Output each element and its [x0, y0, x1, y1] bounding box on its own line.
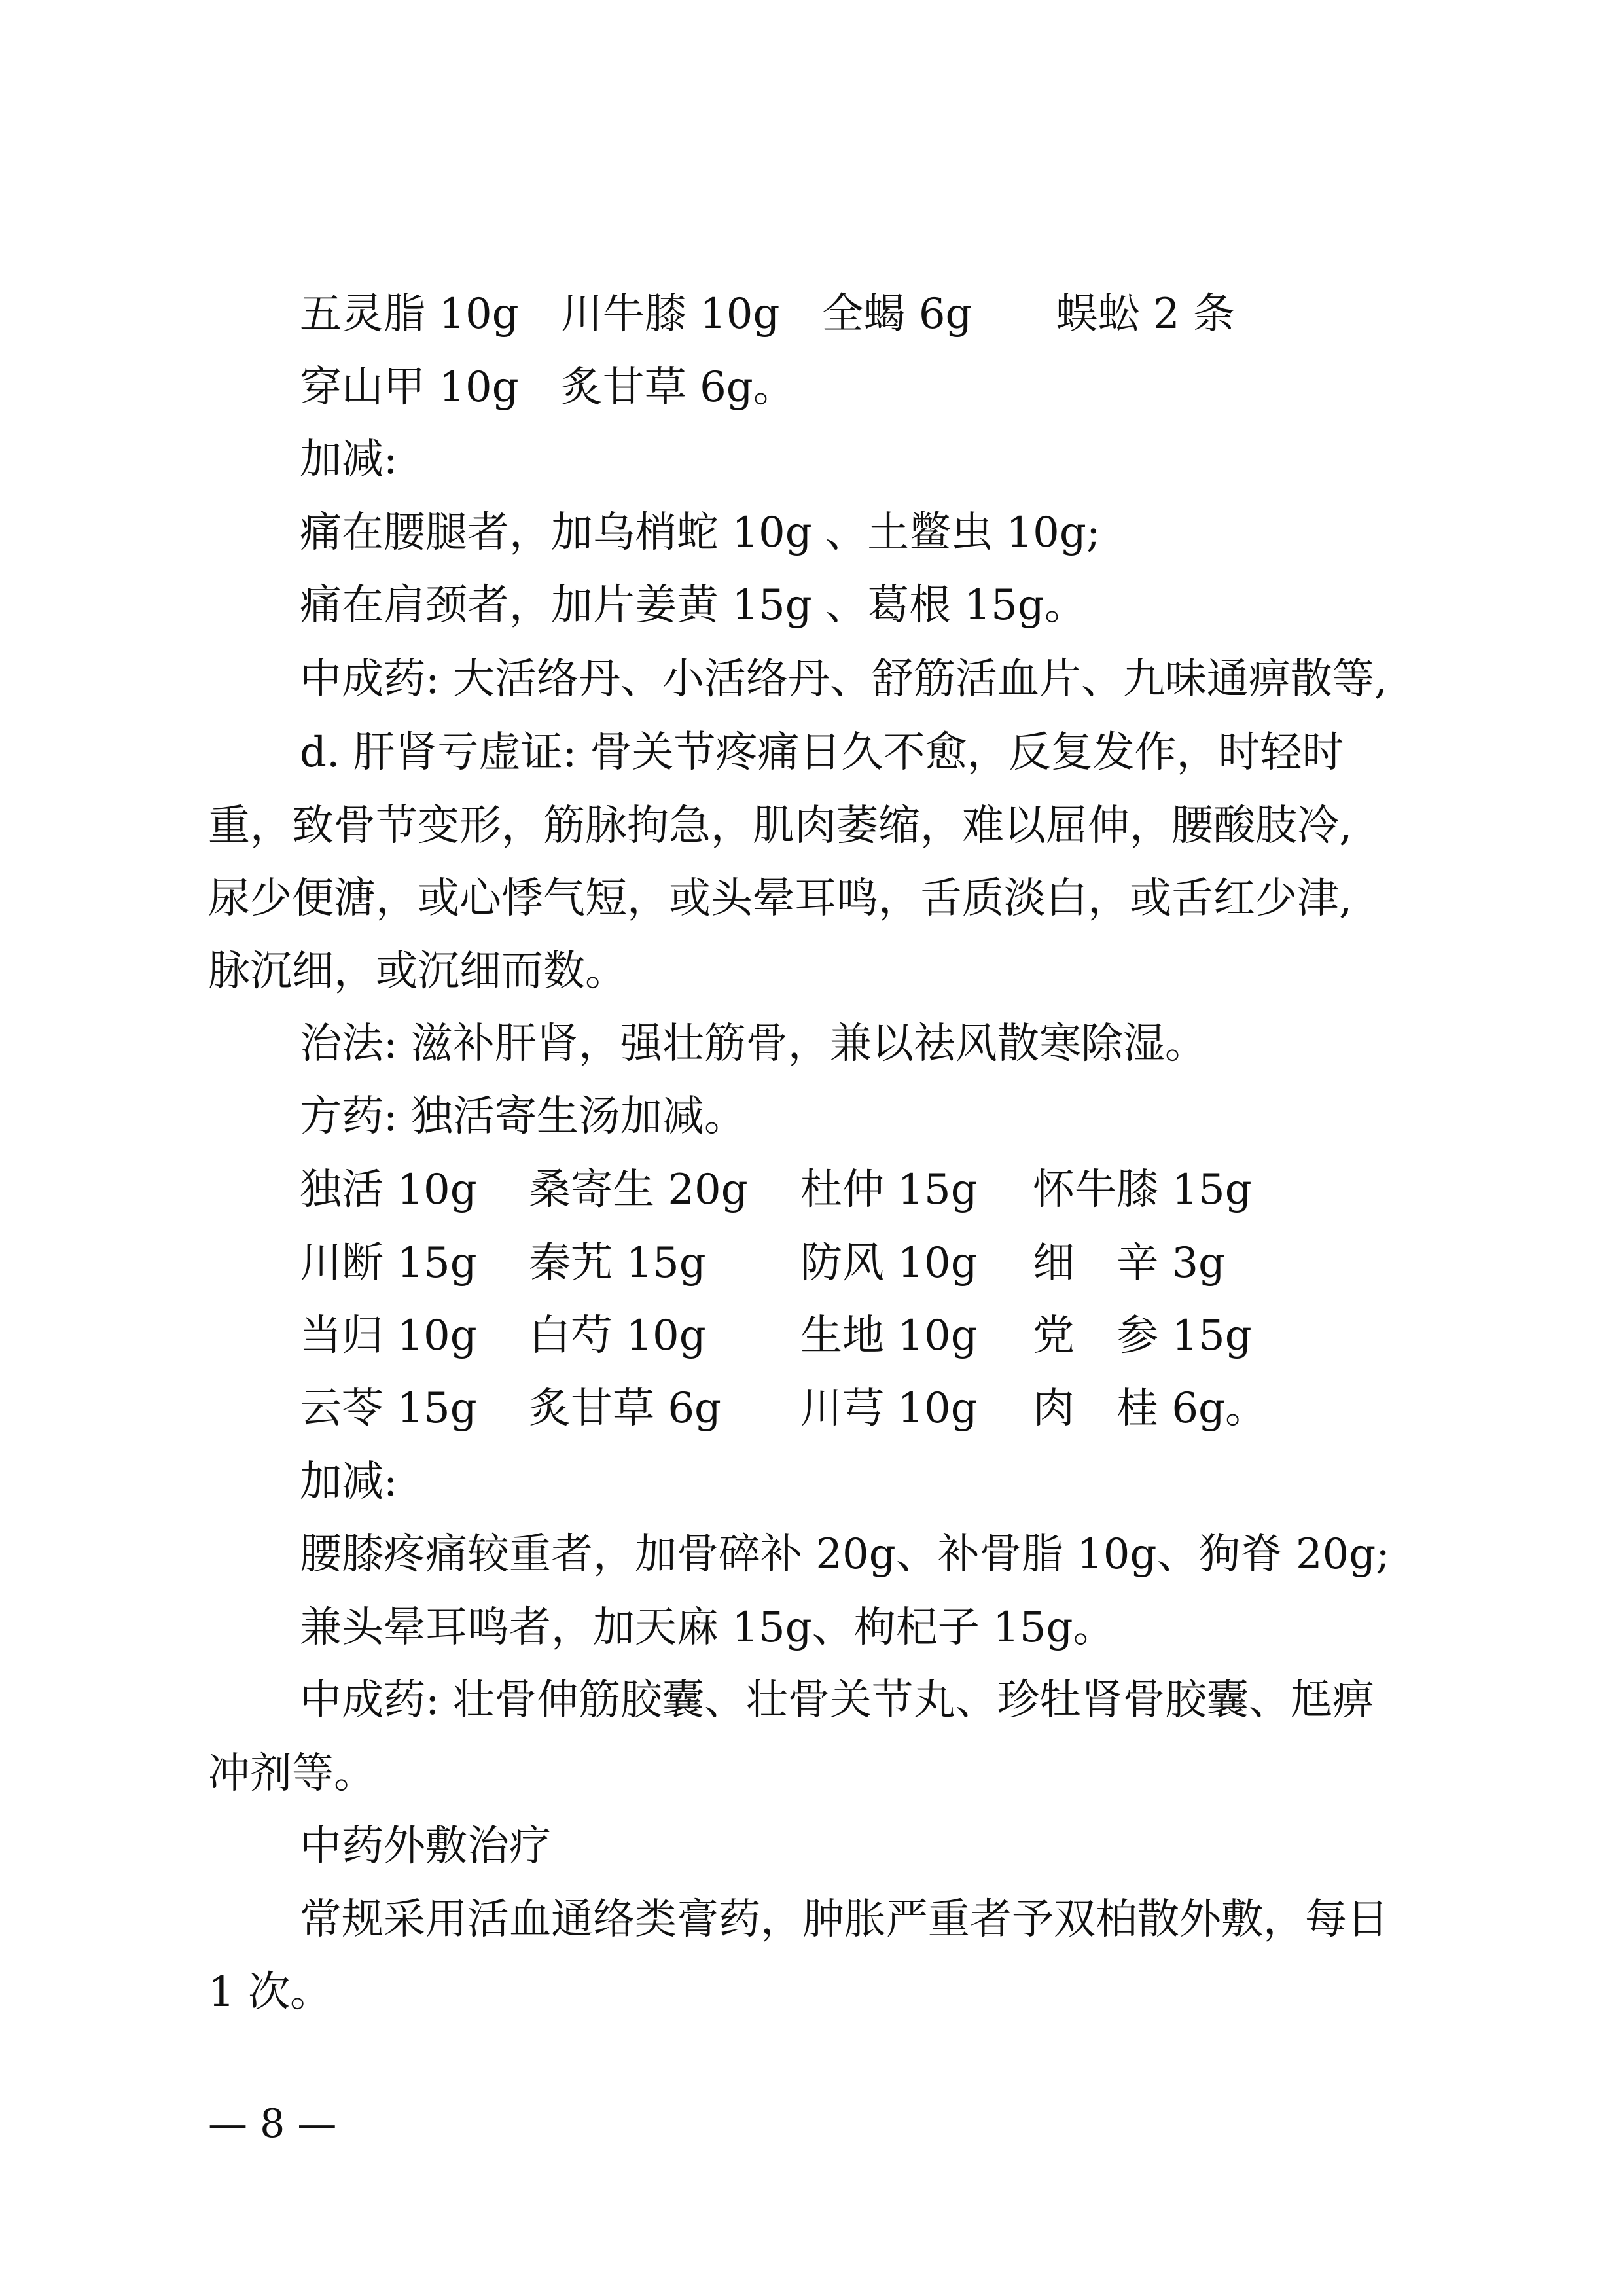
- modification-item-4: 兼头晕耳鸣者，加天麻 15g、枸杞子 15g。: [300, 1604, 1115, 1652]
- herb-item: 云苓 15g: [300, 1384, 477, 1433]
- herb-item: 怀牛膝 15g: [1033, 1166, 1252, 1214]
- herb-item: 独活 10g: [300, 1166, 477, 1214]
- herb-item: 党 参 15g: [1033, 1312, 1252, 1360]
- external-treatment-line-1: 常规采用活血通络类膏药，肿胀严重者予双柏散外敷，每日: [300, 1895, 1389, 1944]
- herb-item: 防风 10g: [800, 1239, 978, 1287]
- modification-item-3: 腰膝疼痛较重者，加骨碎补 20g、补骨脂 10g、狗脊 20g;: [300, 1530, 1390, 1579]
- herb-item: 秦艽 15g: [529, 1239, 706, 1287]
- treatment-method: 治法: 滋补肝肾，强壮筋骨，兼以祛风散寒除湿。: [300, 1020, 1207, 1068]
- prescription: 方药: 独活寄生汤加减。: [300, 1092, 746, 1141]
- herb-row: [300, 1384, 1347, 1433]
- herb-item: 川芎 10g: [800, 1384, 978, 1433]
- herb-item: 细 辛 3g: [1033, 1239, 1226, 1287]
- herb-row: [300, 1166, 1347, 1215]
- herb-item: 川断 15g: [300, 1239, 477, 1287]
- herb-row: [300, 1312, 1347, 1361]
- patent-medicine-1: 中成药: 大活络丹、小活络丹、舒筋活血片、九味通痹散等,: [300, 655, 1388, 704]
- modification-heading-1: 加减:: [300, 435, 398, 484]
- herb-item: 生地 10g: [800, 1312, 978, 1360]
- syndrome-d-line-2: 重，致骨节变形，筋脉拘急，肌肉萎缩，难以屈伸，腰酸肢冷,: [208, 802, 1353, 850]
- herb-item: 肉 桂 6g。: [1033, 1384, 1268, 1433]
- formula-line-2: 穿山甲 10g 炙甘草 6g。: [300, 363, 795, 412]
- external-treatment-line-2: 1 次。: [208, 1968, 332, 2017]
- modification-item-1: 痛在腰腿者，加乌梢蛇 10g 、土鳖虫 10g;: [300, 509, 1101, 557]
- herb-item: 炙甘草 6g: [529, 1384, 722, 1433]
- modification-heading-2: 加减:: [300, 1458, 398, 1506]
- syndrome-d-line-4: 脉沉细，或沉细而数。: [208, 947, 627, 996]
- herb-item: 白芍 10g: [529, 1312, 706, 1360]
- herb-item: 桑寄生 20g: [529, 1166, 748, 1214]
- external-treatment-heading: 中药外敷治疗: [300, 1822, 551, 1871]
- syndrome-d-line-1: d. 肝肾亏虚证: 骨关节疼痛日久不愈，反复发作，时轻时: [300, 728, 1344, 777]
- modification-item-2: 痛在肩颈者，加片姜黄 15g 、葛根 15g。: [300, 581, 1086, 630]
- herb-item: 当归 10g: [300, 1312, 477, 1360]
- syndrome-d-line-3: 尿少便溏，或心悸气短，或头晕耳鸣，舌质淡白，或舌红少津,: [208, 874, 1353, 923]
- patent-medicine-2-line-2: 冲剂等。: [208, 1749, 376, 1798]
- patent-medicine-2-line-1: 中成药: 壮骨伸筋胶囊、壮骨关节丸、珍牡肾骨胶囊、尪痹: [300, 1676, 1374, 1725]
- formula-line-1: 五灵脂 10g 川牛膝 10g 全蝎 6g 蜈蚣 2 条: [300, 290, 1235, 338]
- page-number: — 8 —: [208, 2101, 337, 2147]
- herb-item: 杜仲 15g: [800, 1166, 978, 1214]
- herb-row: [300, 1239, 1347, 1288]
